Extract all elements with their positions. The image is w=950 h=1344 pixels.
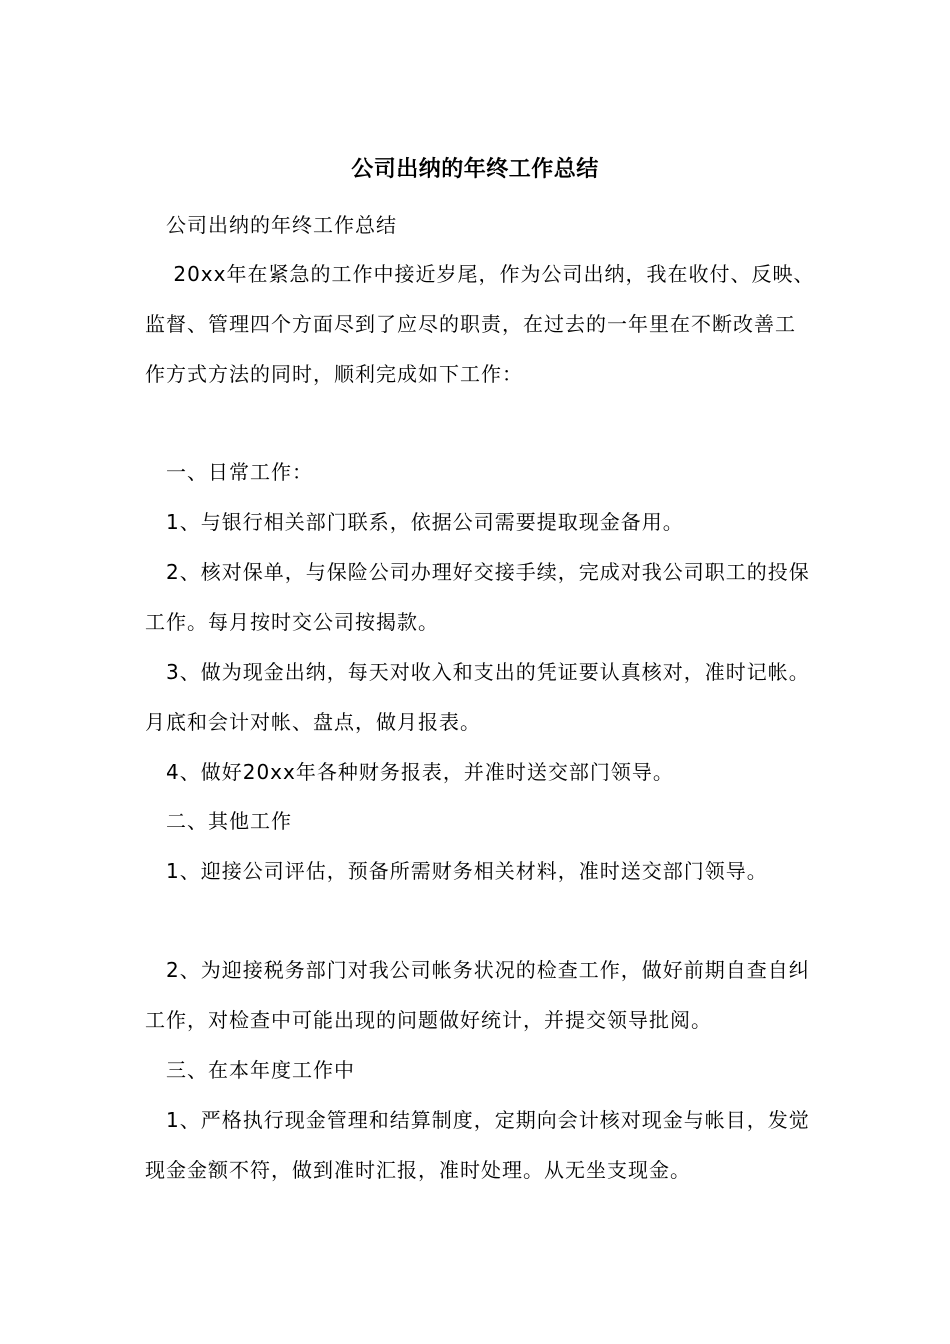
paragraph-annual-item-1: 1、严格执行现金管理和结算制度，定期向会计核对现金与帐目，发觉现金金额不符，做到准时汇报，准时处理。从无坐支现金。 — [145, 1108, 810, 1182]
paragraph-subtitle: 公司出纳的年终工作总结 — [145, 213, 397, 237]
document-title: 公司出纳的年终工作总结 — [351, 157, 599, 182]
paragraph-other-item-1: 1、迎接公司评估，预备所需财务相关材料，准时送交部门领导。 — [145, 859, 768, 883]
section-heading-daily-work: 一、日常工作： — [145, 460, 313, 484]
paragraph-item-2: 2、核对保单，与保险公司办理好交接手续，完成对我公司职工的投保工作。每月按时交公司按揭款。 — [145, 560, 810, 634]
paragraph-intro: 20xx年在紧急的工作中接近岁尾，作为公司出纳，我在收付、反映、监督、管理四个方面尽到了应尽的职责，在过去的一年里在不断改善工作方式方法的同时，顺利完成如下工作： — [145, 262, 815, 386]
section-heading-annual-work: 三、在本年度工作中 — [145, 1058, 355, 1082]
paragraph-other-item-2: 2、为迎接税务部门对我公司帐务状况的检查工作，做好前期自查自纠工作，对检查中可能出现的问题做好统计，并提交领导批阅。 — [145, 958, 810, 1032]
paragraph-item-3: 3、做为现金出纳，每天对收入和支出的凭证要认真核对，准时记帐。月底和会计对帐、盘点，做月报表。 — [145, 660, 810, 734]
paragraph-item-4: 4、做好20xx年各种财务报表，并准时送交部门领导。 — [145, 760, 674, 784]
section-heading-other-work: 二、其他工作 — [145, 809, 292, 833]
paragraph-item-1: 1、与银行相关部门联系，依据公司需要提取现金备用。 — [145, 510, 684, 534]
